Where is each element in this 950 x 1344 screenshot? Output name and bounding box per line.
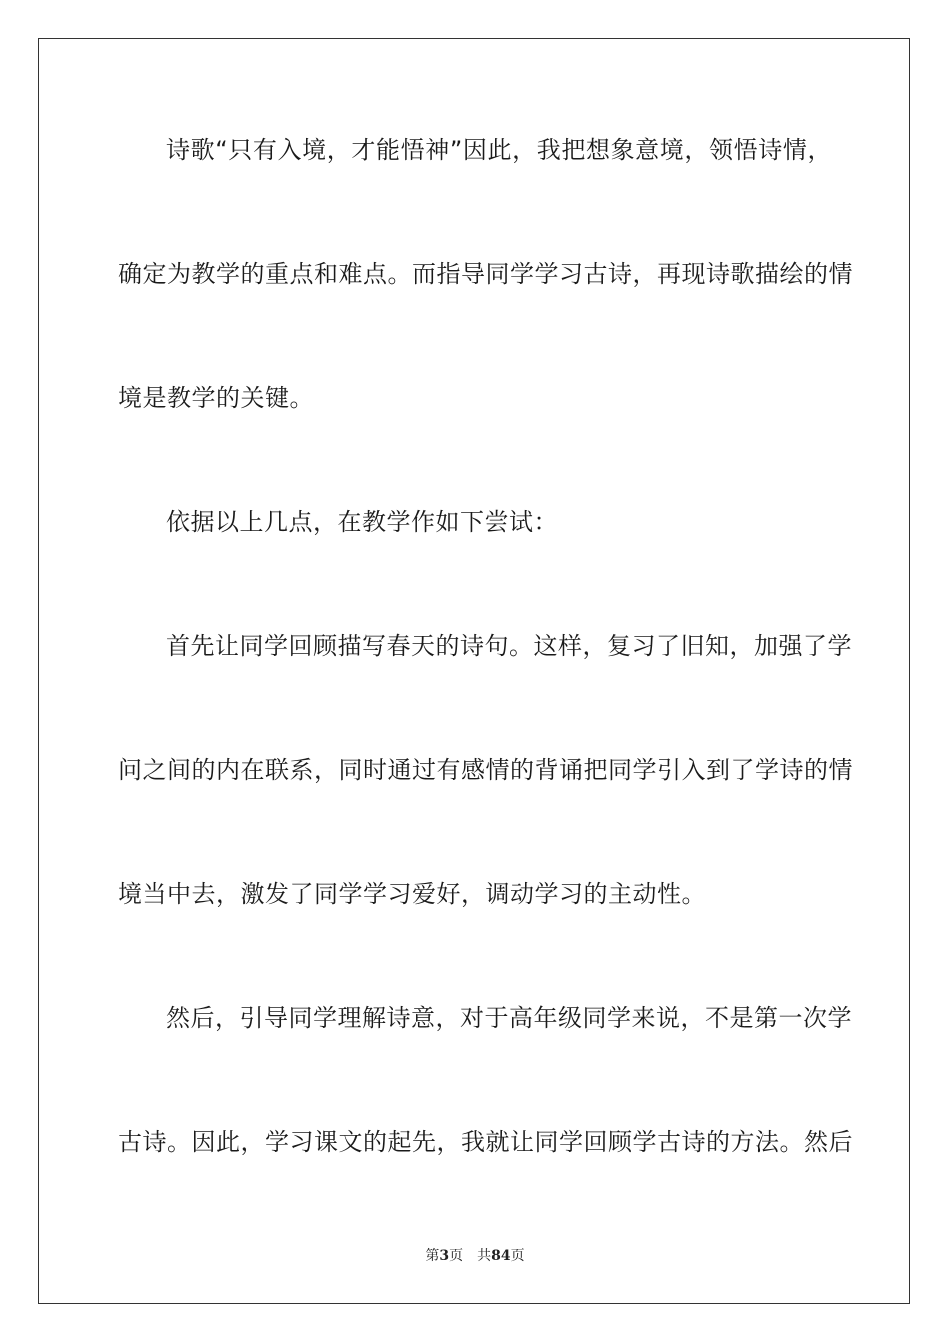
paragraph-4-line-2: 古诗。因此，学习课文的起先，我就让同学回顾学古诗的方法。然后 [118,1128,853,1156]
paragraph-3-line-3: 境当中去，激发了同学学习爱好，调动学习的主动性。 [118,880,706,908]
paragraph-4-line-1: 然后，引导同学理解诗意，对于高年级同学来说，不是第一次学 [166,1004,852,1032]
total-suffix: 页 [510,1248,525,1264]
page-number: 3 [439,1248,450,1264]
paragraph-3-line-1: 首先让同学回顾描写春天的诗句。这样，复习了旧知，加强了学 [166,632,852,660]
total-pages: 84 [491,1248,511,1264]
page-footer [0,1246,950,1266]
paragraph-3-line-2: 问之间的内在联系，同时通过有感情的背诵把同学引入到了学诗的情 [118,756,853,784]
paragraph-2-line-1: 依据以上几点，在教学作如下尝试： [166,508,558,536]
page-prefix: 第 [425,1248,440,1264]
paragraph-1-line-3: 境是教学的关键。 [118,384,314,412]
total-prefix: 共 [477,1248,492,1264]
page-frame [38,38,910,1304]
paragraph-1-line-1: 诗歌“只有入境，才能悟神”因此，我把想象意境，领悟诗情， [166,136,832,164]
page-suffix: 页 [449,1248,464,1264]
paragraph-1-line-2: 确定为教学的重点和难点。而指导同学学习古诗，再现诗歌描绘的情 [118,260,853,288]
